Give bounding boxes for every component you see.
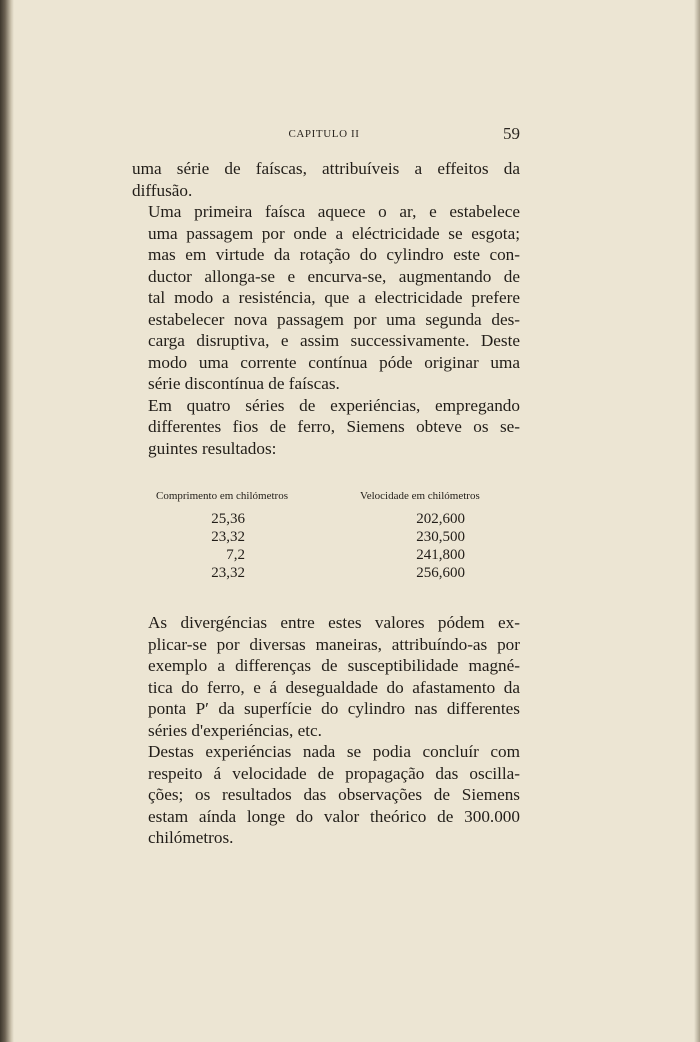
text-line: differentes fios de ferro, Siemens obteve os se- [148,417,520,436]
paragraph [132,201,520,395]
velocity-value: 230,500 [416,529,465,545]
text-line: uma passagem por onde a eléctricidade se esgota; [148,223,520,243]
table-row [150,546,530,564]
text-line: ponta P′ da superfície do cylindro nas differentes [148,699,520,718]
results-table [150,490,530,582]
length-value: 7,2 [226,547,245,563]
velocity-value: 241,800 [416,547,465,563]
text-line: tal modo a resisténcia, que a electricidade prefere [148,288,520,307]
text-line: carga disruptiva, e assim successivamente. Deste [148,331,520,350]
text-line: estabelecer nova passagem por uma segunda des- [148,309,520,329]
book-gutter-shadow [0,0,14,1042]
text-line: série discontínua de faíscas. [148,374,340,393]
paragraph [132,741,520,849]
running-head: CAPITULO II [288,128,360,140]
text-line: chilómetros. [148,828,234,847]
text-line: Uma primeira faísca aquece o ar, e estabelece [148,202,520,221]
velocity-value: 256,600 [416,565,465,581]
page-number: 59 [503,124,520,143]
table-row [150,528,530,546]
text-line: ductor allonga-se e encurva-se, augmentando de [148,266,520,286]
text-line: mas em virtude da rotação do cylindro este con- [148,245,520,264]
page-edge [694,0,700,1042]
column-header-velocity: Velocidade em chilómetros [360,490,480,502]
text-line: Em quatro séries de experiéncias, empregando [148,395,520,415]
table-header [150,490,530,502]
body-text-top [132,158,520,459]
table-row [150,564,530,582]
text-line: respeito á velocidade de propagação das oscilla- [148,763,520,783]
length-value: 25,36 [211,511,245,527]
text-line: As divergéncias entre estes valores pódem ex- [148,613,520,632]
velocity-value: 202,600 [416,511,465,527]
page-header [128,124,520,148]
length-value: 23,32 [211,529,245,545]
text-line: guintes resultados: [148,438,277,458]
length-value: 23,32 [211,565,245,581]
paragraph [132,395,520,460]
text-line: Destas experiéncias nada se podia concluír com [148,742,520,761]
text-line: tica do ferro, e á desegualdade do afastamento da [148,677,520,697]
body-text-bottom [132,612,520,849]
text-line: diffusão. [132,180,193,200]
text-line: exemplo a differenças de susceptibilidade magné- [148,656,520,675]
text-line: séries d'experiéncias, etc. [148,720,322,740]
paragraph [132,612,520,741]
paragraph [132,158,520,201]
table-row [150,510,530,528]
text-line: modo uma corrente contínua póde originar uma [148,352,520,372]
text-line: uma série de faíscas, attribuíveis a effeitos da [132,159,520,178]
column-header-length: Comprimento em chilómetros [156,490,288,502]
text-line: plicar-se por diversas maneiras, attribuíndo-as por [148,634,520,654]
text-line: estam aínda longe do valor theórico de 300.000 [148,806,520,826]
text-line: ções; os resultados das observações de Siemens [148,785,520,804]
